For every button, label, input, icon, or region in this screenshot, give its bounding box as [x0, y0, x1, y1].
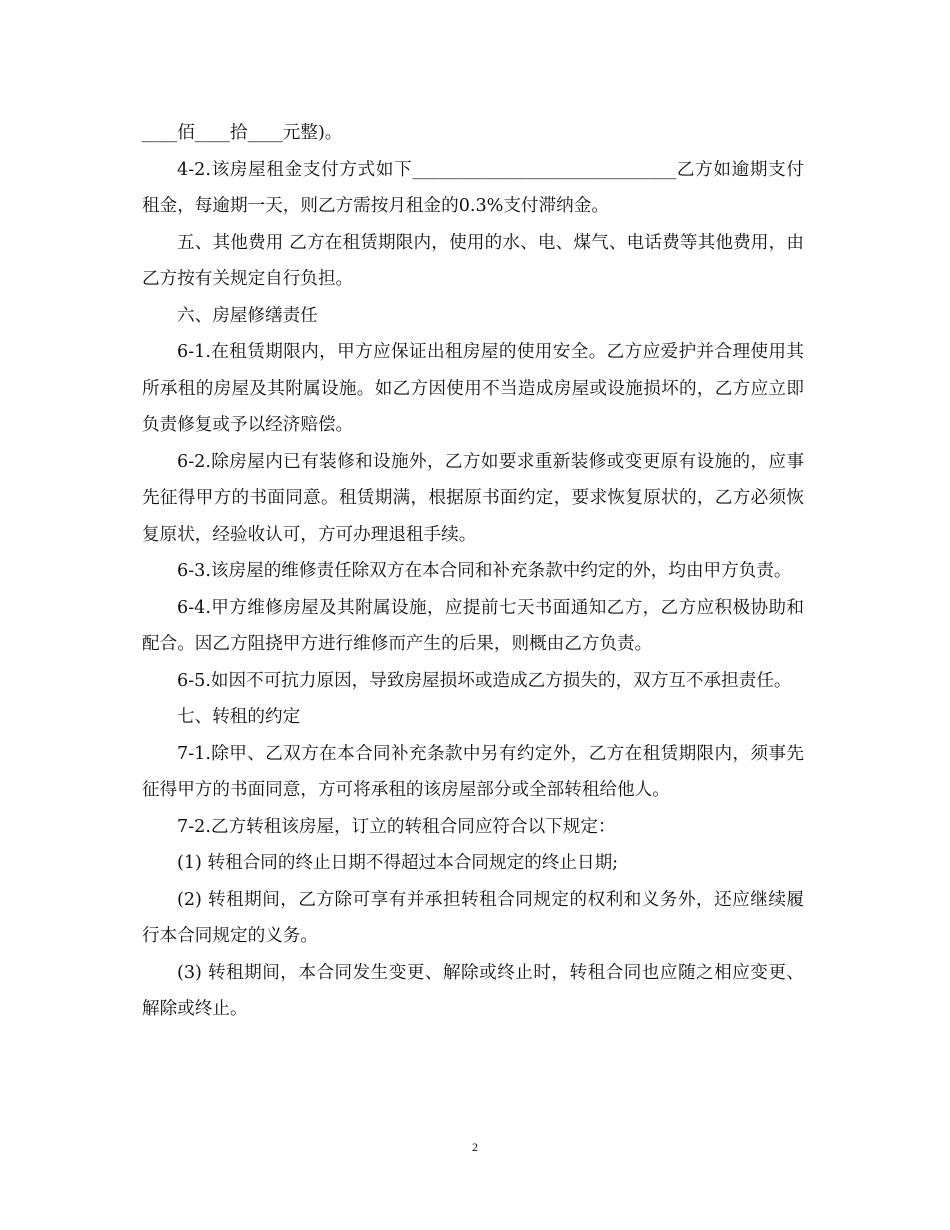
- paragraph-6-4: 6-4.甲方维修房屋及其附属设施，应提前七天书面通知乙方，乙方应积极协助和配合。因乙方阻挠甲方进行维修而产生的后果，则概由乙方负责。: [142, 597, 804, 654]
- paragraph-6-1: 6-1.在租赁期限内，甲方应保证出租房屋的使用安全。乙方应爱护并合理使用其所承租的房屋及其附属设施。如乙方因使用不当造成房屋或设施损坏的，乙方应立即负责修复或予以经济赔偿。: [142, 342, 804, 435]
- page-number: 2: [472, 1140, 478, 1154]
- paragraph-7-1: 7-1.除甲、乙双方在本合同补充条款中另有约定外，乙方在租赁期限内，须事先征得甲方的书面同意，方可将承租的该房屋部分或全部转租给他人。: [142, 743, 804, 800]
- paragraph-other-fees: 五、其他费用 乙方在租赁期限内，使用的水、电、煤气、电话费等其他费用，由乙方按有关规定自行负担。: [142, 232, 804, 289]
- paragraph-4-2: [142, 152, 804, 225]
- paragraph-6-3: 6-3.该房屋的维修责任除双方在本合同和补充条款中约定的外，均由甲方负责。: [177, 561, 792, 581]
- document-body: [142, 115, 804, 1028]
- list-item-1: (1) 转租合同的终止日期不得超过本合同规定的终止日期;: [177, 853, 619, 873]
- payment-method-blank: ______________________________: [412, 159, 677, 180]
- list-item-2: (2) 转租期间，乙方除可享有并承担转租合同规定的权利和义务外，还应继续履行本合同规定的义务。: [142, 889, 804, 946]
- paragraph-amount-continuation: ____佰____拾____元整)。: [142, 123, 343, 143]
- paragraph-6-2: 6-2.除房屋内已有装修和设施外，乙方如要求重新装修或变更原有设施的，应事先征得甲方的书面同意。租赁期满，根据原书面约定，要求恢复原状的，乙方必须恢复原状，经验收认可，方可办理退租手续。: [142, 451, 804, 545]
- list-item-3: (3) 转租期间，本合同发生变更、解除或终止时，转租合同也应随之相应变更、解除或终止。: [142, 962, 804, 1019]
- paragraph-6-5: 6-5.如因不可抗力原因，导致房屋损坏或造成乙方损失的，双方互不承担责任。: [177, 670, 792, 691]
- paragraph-4-2-tail: 乙方如逾期支付租金，每逾期一天，则乙方需按月租金的0.3%支付滞纳金。: [142, 159, 804, 216]
- section-heading-sublease: 七、转租的约定: [177, 707, 301, 727]
- section-heading-repair: 六、房屋修缮责任: [177, 305, 318, 326]
- paragraph-7-2: 7-2.乙方转租该房屋，订立的转租合同应符合以下规定：: [177, 816, 616, 837]
- paragraph-4-2-lead: 4-2.该房屋租金支付方式如下: [177, 159, 413, 180]
